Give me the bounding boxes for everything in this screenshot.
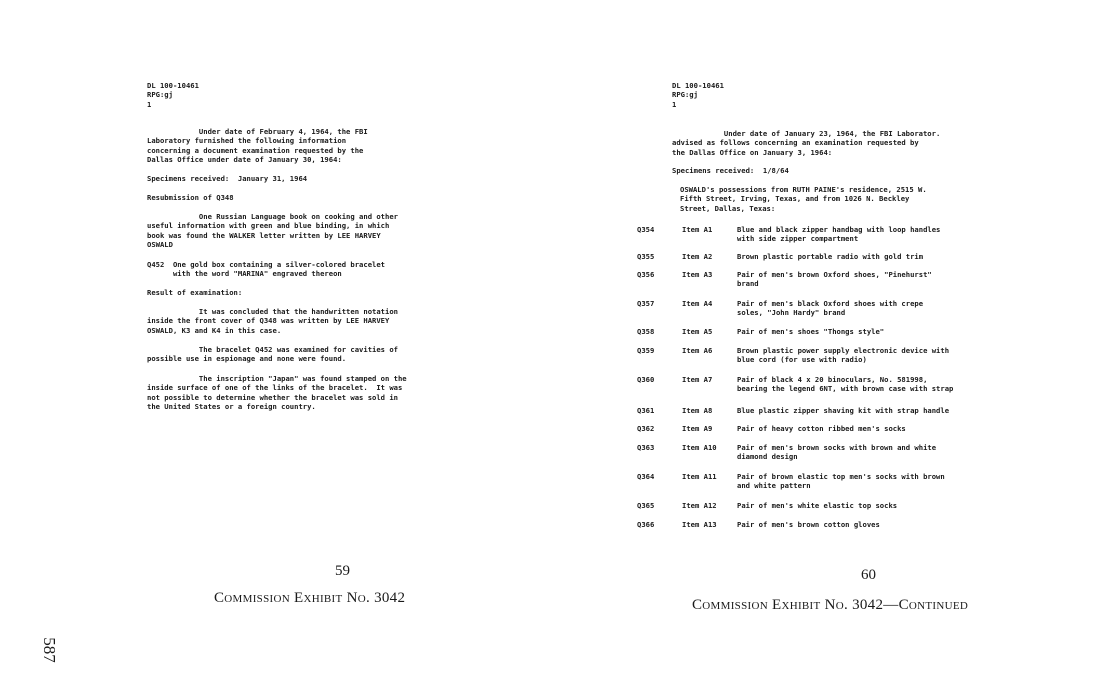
item-description: Pair of men's brown socks with brown and white diamond design — [737, 443, 937, 462]
item-description: Pair of men's brown Oxford shoes, "Pinehurst" brand — [737, 270, 932, 289]
text-line: OSWALD, K3 and K4 in this case. — [147, 325, 282, 335]
item-label: Item A8 — [682, 406, 713, 415]
right-header-initials: RPG:gj — [672, 90, 698, 100]
right-possessions-paragraph — [680, 185, 927, 213]
item-label: Item A2 — [682, 252, 713, 261]
left-book-paragraph — [147, 212, 398, 250]
text-line: concerning a document examination requested by the — [147, 145, 364, 155]
text-line: inside surface of one of the links of the bracelet. It was — [147, 383, 403, 393]
left-header-initials: RPG:gj — [147, 90, 173, 100]
item-label: Item A4 — [682, 299, 713, 308]
text-line: Q452 One gold box containing a silver-colored bracelet — [147, 260, 385, 269]
text-line: It was concluded that the handwritten notation — [147, 307, 398, 316]
item-label: Item A12 — [682, 501, 717, 510]
text-line: Dallas Office under date of January 30, 1964: — [147, 155, 342, 165]
text-line: Under date of February 4, 1964, the FBI — [147, 127, 368, 136]
item-label: Item A5 — [682, 327, 713, 336]
left-header — [147, 81, 199, 109]
text-line: One Russian Language book on cooking and other — [147, 212, 398, 221]
text-line: Under date of January 23, 1964, the FBI Laborator. — [672, 129, 941, 138]
text-line: with the word "MARINA" engraved thereon — [147, 269, 342, 279]
specimen-number: Q362 — [637, 424, 655, 433]
right-header-file: DL 100-10461 — [672, 81, 724, 90]
text-line: Fifth Street, Irving, Texas, and from 1026 N. Beckley — [680, 194, 910, 204]
text-line: possible use in espionage and none were found. — [147, 354, 347, 364]
specimen-number: Q357 — [637, 299, 655, 308]
item-description: Brown plastic power supply electronic device with blue cord (for use with radio) — [737, 346, 950, 365]
specimen-number: Q365 — [637, 501, 655, 510]
left-page-number: 59 — [335, 563, 350, 579]
text-line: The bracelet Q452 was examined for cavities of — [147, 345, 398, 354]
left-result-paragraph-1 — [147, 307, 398, 335]
text-line: useful information with green and blue binding, in which — [147, 221, 390, 231]
item-label: Item A1 — [682, 225, 713, 234]
item-description: Pair of men's shoes "Thongs style" — [737, 327, 885, 336]
item-description: Blue and black zipper handbag with loop handles with side zipper compartment — [737, 225, 941, 244]
item-label: Item A10 — [682, 443, 717, 452]
item-description: Pair of men's black Oxford shoes with crepe soles, "John Hardy" brand — [737, 299, 924, 318]
item-label: Item A6 — [682, 346, 713, 355]
text-line: advised as follows concerning an examination requested by — [672, 138, 919, 148]
right-page-number: 60 — [861, 567, 876, 583]
specimen-number: Q356 — [637, 270, 655, 279]
right-specimens-received: Specimens received: 1/8/64 — [672, 166, 789, 175]
item-label: Item A3 — [682, 270, 713, 279]
left-header-file: DL 100-10461 — [147, 81, 199, 90]
text-line: Street, Dallas, Texas: — [680, 203, 776, 213]
item-description: Pair of black 4 x 20 binoculars, No. 581998, bearing the legend 6NT, with brown case with strap — [737, 375, 954, 394]
text-line: Laboratory furnished the following information — [147, 136, 347, 146]
left-intro-paragraph — [147, 127, 368, 165]
item-description: Pair of men's brown cotton gloves — [737, 520, 880, 529]
right-header — [672, 81, 724, 109]
text-line: not possible to determine whether the bracelet was sold in — [147, 392, 398, 402]
item-label: Item A7 — [682, 375, 713, 384]
text-line: OSWALD — [147, 240, 173, 250]
text-line: the Dallas Office on January 3, 1964: — [672, 147, 833, 157]
left-result-paragraph-2 — [147, 345, 398, 364]
specimen-number: Q366 — [637, 520, 655, 529]
right-header-page: 1 — [672, 99, 677, 109]
item-description: Brown plastic portable radio with gold trim — [737, 252, 924, 261]
item-description: Pair of men's white elastic top socks — [737, 501, 898, 510]
specimen-number: Q361 — [637, 406, 655, 415]
left-exhibit-caption: Commission Exhibit No. 3042 — [214, 590, 406, 606]
specimen-number: Q355 — [637, 252, 655, 261]
left-resubmission: Resubmission of Q348 — [147, 193, 234, 202]
specimen-number: Q364 — [637, 472, 655, 481]
text-line: OSWALD's possessions from RUTH PAINE's residence, 2515 W. — [680, 185, 927, 194]
text-line: The inscription "Japan" was found stamped on the — [147, 374, 407, 383]
left-specimens-received: Specimens received: January 31, 1964 — [147, 174, 308, 183]
left-q452-entry — [147, 260, 385, 279]
text-line: book was found the WALKER letter written by LEE HARVEY — [147, 230, 381, 240]
left-header-page: 1 — [147, 99, 152, 109]
right-exhibit-caption: Commission Exhibit No. 3042—Continued — [692, 597, 969, 613]
specimen-number: Q360 — [637, 375, 655, 384]
text-line: the United States or a foreign country. — [147, 402, 316, 412]
specimen-number: Q359 — [637, 346, 655, 355]
item-description: Blue plastic zipper shaving kit with strap handle — [737, 406, 950, 415]
item-label: Item A13 — [682, 520, 717, 529]
left-result-heading: Result of examination: — [147, 288, 243, 297]
left-result-paragraph-3 — [147, 374, 407, 412]
right-intro-paragraph — [672, 129, 940, 157]
text-line: inside the front cover of Q348 was written by LEE HARVEY — [147, 316, 390, 326]
item-description: Pair of brown elastic top men's socks with brown and white pattern — [737, 472, 945, 491]
margin-page-number: 587 — [40, 637, 59, 663]
specimen-number: Q354 — [637, 225, 655, 234]
specimen-number: Q363 — [637, 443, 655, 452]
item-label: Item A9 — [682, 424, 713, 433]
item-label: Item A11 — [682, 472, 717, 481]
item-description: Pair of heavy cotton ribbed men's socks — [737, 424, 906, 433]
specimen-number: Q358 — [637, 327, 655, 336]
